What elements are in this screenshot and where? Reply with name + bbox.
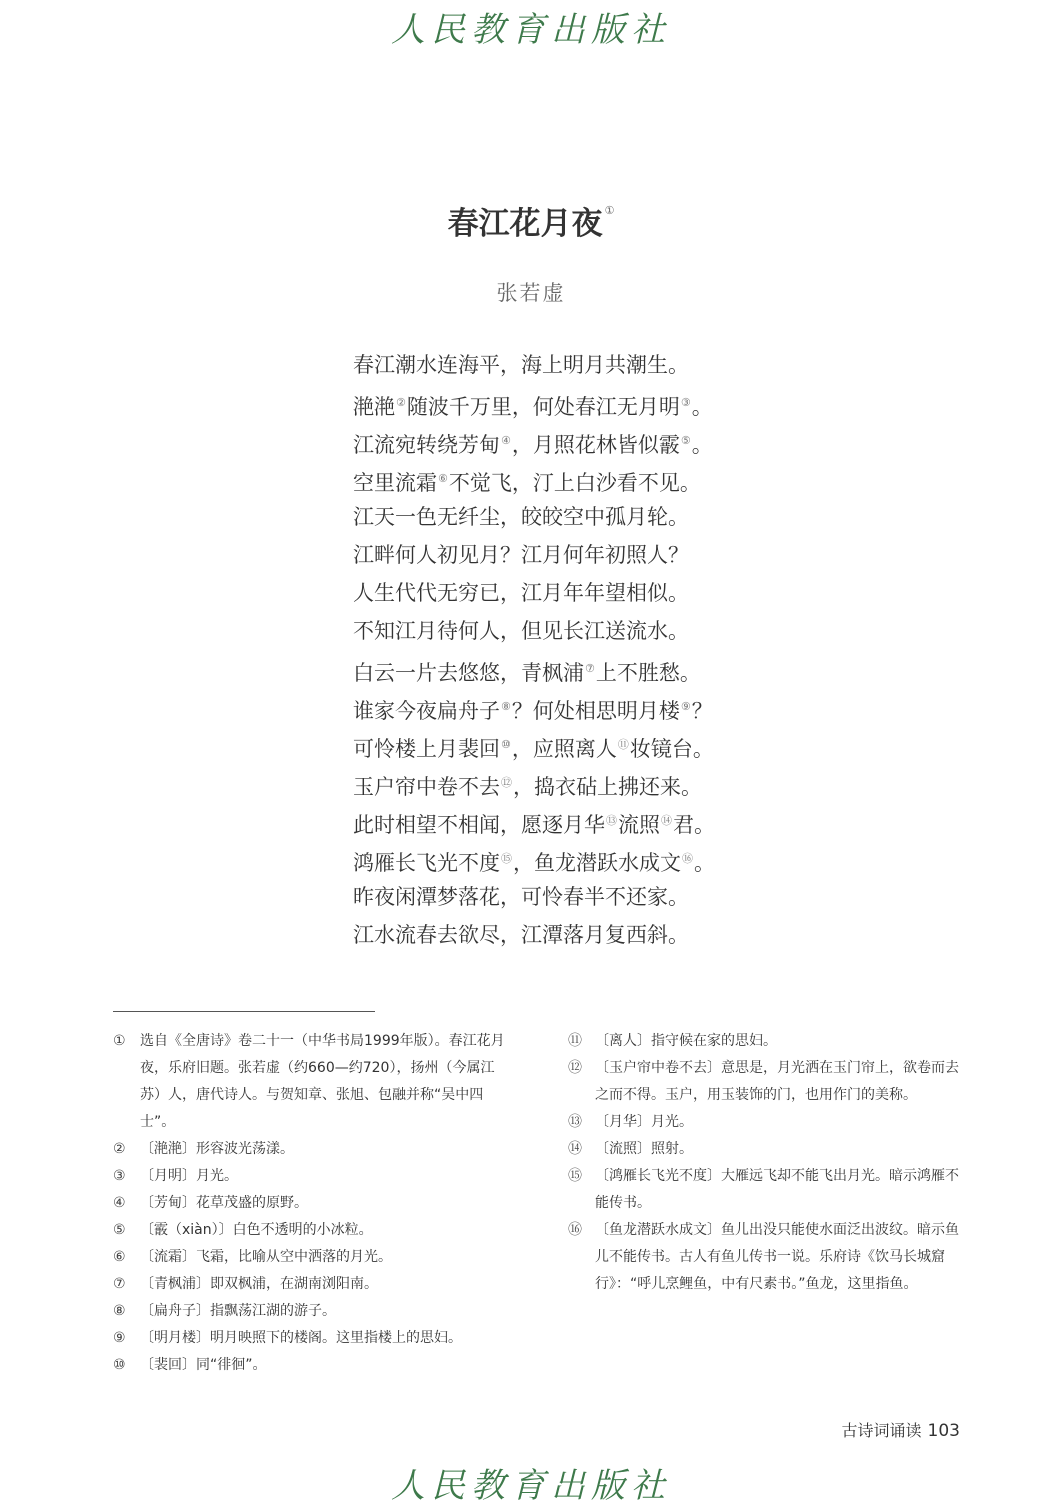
poem-line xyxy=(353,460,773,498)
poem-text: 此时相望不相闻，愿逐月华 xyxy=(353,813,605,837)
footnote-item xyxy=(113,1190,513,1217)
poem-text: 空里流霜 xyxy=(353,471,437,495)
poem-body xyxy=(353,346,773,954)
footnote-marker: ⑩ xyxy=(501,738,511,751)
footnote-marker: ⑮ xyxy=(501,852,512,865)
footnote-item xyxy=(113,1298,513,1325)
footnote-text: 〔玉户帘中卷不去〕意思是，月光洒在玉门帘上，欲卷而去之而不得。玉户，用玉装饰的门，也用作门的美称。 xyxy=(595,1060,959,1103)
footnote-text: 〔离人〕指守候在家的思妇。 xyxy=(595,1033,777,1049)
poem-line xyxy=(353,574,773,612)
page-number: 103 xyxy=(927,1421,960,1441)
footnote-divider xyxy=(113,1011,375,1012)
poem-text: ，月照花林皆似霰 xyxy=(511,433,680,457)
footnote-number: ⑫ xyxy=(568,1060,582,1076)
poem-text: 江流宛转绕芳甸 xyxy=(353,433,500,457)
page-footer xyxy=(842,1418,960,1441)
footnote-marker: ⑨ xyxy=(680,700,691,713)
footnotes-right-column xyxy=(568,1028,963,1298)
footnote-number: ① xyxy=(113,1033,126,1049)
footnote-text: 〔青枫浦〕即双枫浦，在湖南浏阳南。 xyxy=(140,1276,378,1292)
footnote-item xyxy=(568,1055,963,1109)
footnote-number: ③ xyxy=(113,1168,126,1184)
footnote-marker: ③ xyxy=(680,396,691,409)
footnotes-left-column xyxy=(113,1028,513,1379)
poem-line xyxy=(353,916,773,954)
poem-text: 上不胜愁。 xyxy=(595,661,701,685)
footnote-item xyxy=(568,1163,963,1217)
footnote-number: ⑧ xyxy=(113,1303,126,1319)
footnote-text: 〔鸿雁长飞光不度〕大雁远飞却不能飞出月光。暗示鸿雁不能传书。 xyxy=(595,1168,959,1211)
footnote-marker: ⑭ xyxy=(661,814,672,827)
footnote-item xyxy=(568,1136,963,1163)
section-name: 古诗词诵读 xyxy=(841,1421,922,1440)
title-footnote-mark: ① xyxy=(604,204,615,217)
footnote-text: 〔明月楼〕明月映照下的楼阁。这里指楼上的思妇。 xyxy=(140,1330,462,1346)
footnote-text: 〔霰（xiàn）〕白色不透明的小冰粒。 xyxy=(140,1222,373,1238)
poem-author: 张若虚 xyxy=(496,281,566,305)
footnote-text: 〔扁舟子〕指飘荡江湖的游子。 xyxy=(140,1303,336,1319)
poem-text: ，应照离人 xyxy=(511,737,617,761)
footnote-marker: ⑪ xyxy=(617,738,629,751)
footnote-number: ⑮ xyxy=(568,1168,582,1184)
poem-text: 江畔何人初见月？江月何年初照人？ xyxy=(353,543,689,567)
footnote-text: 〔鱼龙潜跃水成文〕鱼儿出没只能使水面泛出波纹。暗示鱼儿不能传书。古人有鱼儿传书一说。乐府诗《饮马长城窟行》：“呼儿烹鲤鱼，中有尺素书。”鱼龙，这里指鱼。 xyxy=(595,1222,959,1292)
footnote-item xyxy=(113,1163,513,1190)
footnote-marker: ⑧ xyxy=(501,700,511,713)
footnote-number: ⑨ xyxy=(113,1330,126,1346)
footnote-item xyxy=(568,1028,963,1055)
footnote-marker: ⑥ xyxy=(438,472,448,485)
poem-line xyxy=(353,422,773,460)
poem-line xyxy=(353,764,773,802)
footnote-item xyxy=(113,1325,513,1352)
footnote-number: ② xyxy=(113,1141,126,1157)
poem-text: ，鱼龙潜跃水成文 xyxy=(513,851,681,875)
footnote-number: ⑤ xyxy=(113,1222,126,1238)
poem-text: 随波千万里，何处春江无月明 xyxy=(406,395,680,419)
poem-title-block xyxy=(0,198,1062,243)
poem-text: ，捣衣砧上拂还来。 xyxy=(513,775,702,799)
footnote-item xyxy=(113,1028,513,1136)
footnote-number: ⑦ xyxy=(113,1276,126,1292)
footnote-number: ⑬ xyxy=(568,1114,582,1130)
footnote-text: 〔滟滟〕形容波光荡漾。 xyxy=(140,1141,294,1157)
footnote-text: 〔流霜〕飞霜，比喻从空中洒落的月光。 xyxy=(140,1249,392,1265)
footnote-marker: ⑦ xyxy=(585,662,595,675)
poem-text: 滟滟 xyxy=(353,395,395,419)
footnote-text: 〔月华〕月光。 xyxy=(595,1114,693,1130)
poem-text: 流照 xyxy=(618,813,660,837)
footnote-marker: ⑬ xyxy=(606,814,617,827)
poem-text: 春江潮水连海平，海上明月共潮生。 xyxy=(353,353,689,377)
footnote-item xyxy=(113,1244,513,1271)
poem-text: 鸿雁长飞光不度 xyxy=(353,851,500,875)
footnote-number: ⑥ xyxy=(113,1249,126,1265)
poem-line xyxy=(353,726,773,764)
footnote-number: ⑩ xyxy=(113,1357,126,1373)
footnote-marker: ④ xyxy=(501,434,511,447)
footnote-marker: ② xyxy=(396,396,406,409)
poem-line xyxy=(353,612,773,650)
poem-text: 玉户帘中卷不去 xyxy=(353,775,500,799)
poem-text: 江水流春去欲尽，江潭落月复西斜。 xyxy=(353,923,689,947)
poem-line xyxy=(353,650,773,688)
poem-line xyxy=(353,878,773,916)
poem-text: 人生代代无穷已，江月年年望相似。 xyxy=(353,581,689,605)
footnote-marker: ⑤ xyxy=(680,434,691,447)
poem-line xyxy=(353,536,773,574)
footnote-item xyxy=(113,1217,513,1244)
poem-text: ？何处相思明月楼 xyxy=(511,699,680,723)
footnote-text: 〔裴回〕同“徘徊”。 xyxy=(140,1357,267,1373)
footnote-marker: ⑫ xyxy=(501,776,512,789)
footnote-text: 〔流照〕照射。 xyxy=(595,1141,693,1157)
footnote-number: ⑪ xyxy=(568,1033,582,1049)
poem-text: 江天一色无纤尘，皎皎空中孤月轮。 xyxy=(353,505,689,529)
poem-line xyxy=(353,802,773,840)
poem-text: 妆镜台。 xyxy=(629,737,714,761)
poem-title: 春江花月夜 xyxy=(447,206,603,242)
poem-line xyxy=(353,384,773,422)
poem-line xyxy=(353,840,773,878)
poem-text: 。 xyxy=(694,851,715,875)
footnote-number: ⑭ xyxy=(568,1141,582,1157)
poem-text: 不觉飞，汀上白沙看不见。 xyxy=(448,471,701,495)
footnote-item xyxy=(568,1217,963,1298)
footnote-text: 选自《全唐诗》卷二十一（中华书局1999年版）。春江花月夜，乐府旧题。张若虚（约660—约720），扬州（今属江苏）人，唐代诗人。与贺知章、张旭、包融并称“吴中四士”。 xyxy=(140,1033,505,1130)
footnote-marker: ⑯ xyxy=(682,852,693,865)
footnote-item xyxy=(568,1109,963,1136)
footnote-number: ⑯ xyxy=(568,1222,582,1238)
publisher-logo-top: 人民教育出版社 xyxy=(391,10,671,50)
footnote-number: ④ xyxy=(113,1195,126,1211)
poem-text: 君。 xyxy=(673,813,715,837)
footnote-text: 〔芳甸〕花草茂盛的原野。 xyxy=(140,1195,308,1211)
poem-text: 可怜楼上月裴回 xyxy=(353,737,500,761)
publisher-logo-bottom: 人民教育出版社 xyxy=(391,1466,671,1506)
poem-line xyxy=(353,498,773,536)
poem-line xyxy=(353,688,773,726)
poem-text: 。 xyxy=(691,395,713,419)
poem-text: 白云一片去悠悠，青枫浦 xyxy=(353,661,584,685)
poem-text: 昨夜闲潭梦落花，可怜春半不还家。 xyxy=(353,885,689,909)
poem-line xyxy=(353,346,773,384)
footnote-item xyxy=(113,1271,513,1298)
poem-text: 谁家今夜扁舟子 xyxy=(353,699,500,723)
poem-text: 。 xyxy=(691,433,713,457)
poem-text: ？ xyxy=(691,699,713,723)
footnote-item xyxy=(113,1136,513,1163)
poem-text: 不知江月待何人，但见长江送流水。 xyxy=(353,619,689,643)
footnote-item xyxy=(113,1352,513,1379)
footnote-text: 〔月明〕月光。 xyxy=(140,1168,238,1184)
